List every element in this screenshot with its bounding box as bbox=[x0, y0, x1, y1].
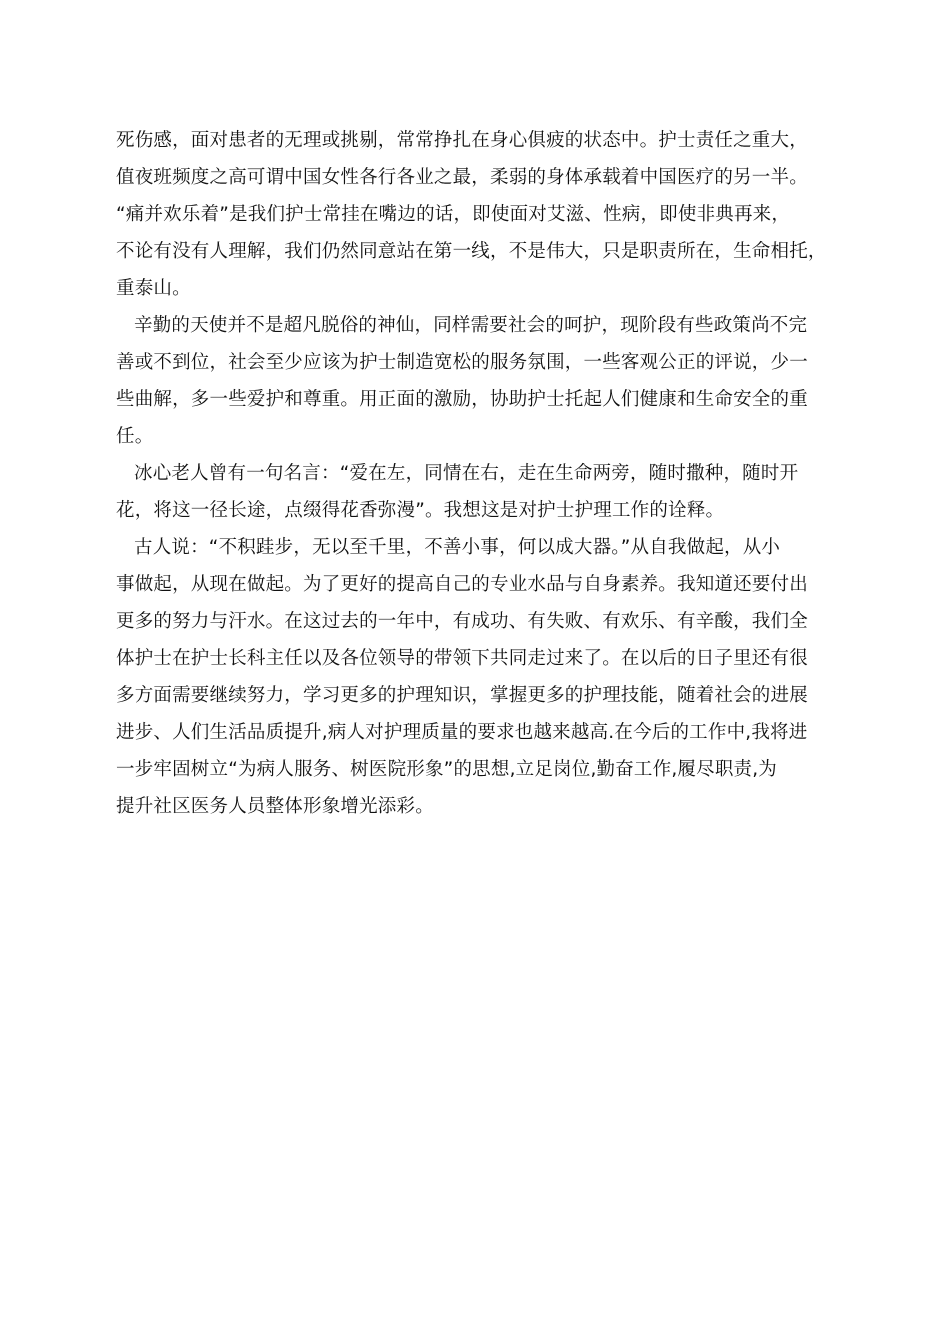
text-line: 重泰山。 bbox=[116, 278, 191, 299]
text-line: 死伤感，面对患者的无理或挑剔，常常挣扎在身心俱疲的状态中。护士责任之重大， bbox=[116, 130, 808, 151]
text-line: 些曲解，多一些爱护和尊重。用正面的激励，协助护士托起人们健康和生命安全的重 bbox=[116, 389, 808, 410]
text-line: 值夜班频度之高可谓中国女性各行各业之最，柔弱的身体承载着中国医疗的另一半。 bbox=[116, 167, 808, 188]
text-line: 花，将这一径长途，点缀得花香弥漫”。我想这是对护士护理工作的诠释。 bbox=[116, 500, 725, 521]
text-line: 多方面需要继续努力，学习更多的护理知识，掌握更多的护理技能，随着社会的进展 bbox=[116, 685, 808, 706]
paragraph-start-line: 冰心老人曾有一句名言：“爱在左，同情在右，走在生命两旁，随时撒种，随时开 bbox=[134, 463, 799, 484]
text-line: 不论有没有人理解，我们仍然同意站在第一线，不是伟大，只是职责所在，生命相托， bbox=[116, 241, 827, 262]
paragraph-start-line: 辛勤的天使并不是超凡脱俗的神仙，同样需要社会的呵护，现阶段有些政策尚不完 bbox=[134, 315, 808, 336]
text-line: 进步、人们生活品质提升,病人对护理质量的要求也越来越高.在今后的工作中,我将进 bbox=[116, 722, 808, 743]
text-line: 提升社区医务人员整体形象增光添彩。 bbox=[116, 796, 434, 817]
document-body bbox=[116, 122, 846, 825]
text-line: 一步牢固树立“为病人服务、树医院形象”的思想,立足岗位,勤奋工作,履尽职责,为 bbox=[116, 759, 777, 780]
text-line: 善或不到位，社会至少应该为护士制造宽松的服务氛围，一些客观公正的评说，少一 bbox=[116, 352, 808, 373]
text-line: 更多的努力与汗水。在这过去的一年中，有成功、有失败、有欢乐、有辛酸，我们全 bbox=[116, 611, 808, 632]
text-line: “痛并欢乐着”是我们护士常挂在嘴边的话，即使面对艾滋、性病，即使非典再来， bbox=[116, 204, 791, 225]
text-line: 事做起，从现在做起。为了更好的提高自己的专业水品与自身素养。我知道还要付出 bbox=[116, 574, 808, 595]
text-line: 体护士在护士长科主任以及各位领导的带领下共同走过来了。在以后的日子里还有很 bbox=[116, 648, 808, 669]
paragraph-start-line: 古人说：“不积跬步，无以至千里，不善小事，何以成大器。”从自我做起，从小 bbox=[134, 537, 781, 558]
text-line: 任。 bbox=[116, 426, 154, 447]
